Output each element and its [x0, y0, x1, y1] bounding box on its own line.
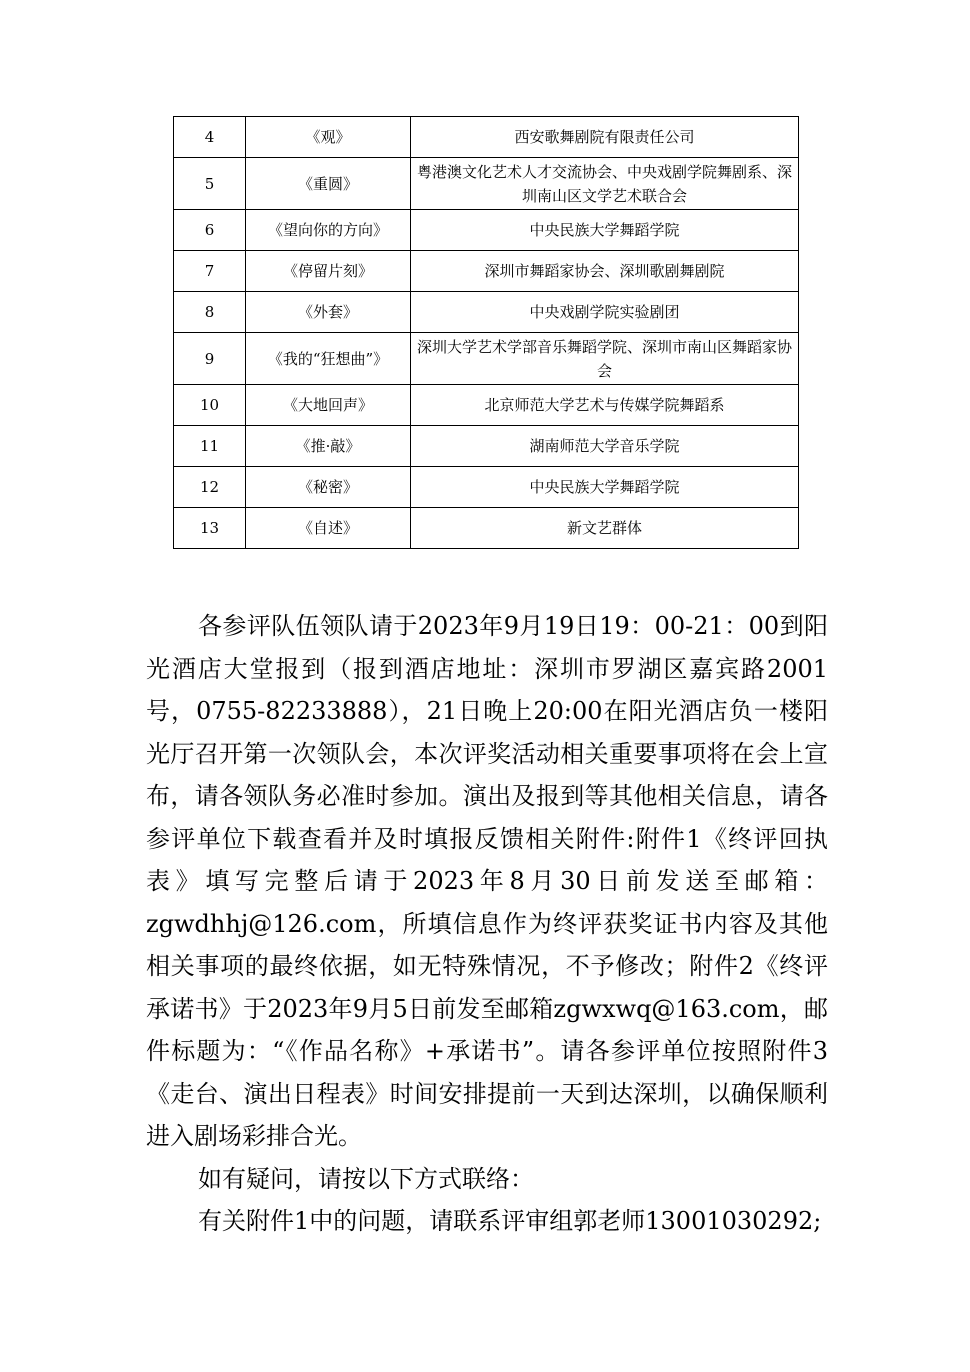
table-row — [174, 292, 799, 333]
table-row — [174, 426, 799, 467]
table-row — [174, 251, 799, 292]
organization: 中央民族大学舞蹈学院 — [411, 467, 799, 508]
paragraph-registration: 各参评队伍领队请于2023年9月19日19：00-21：00到阳光酒店大堂报到（报到酒店地址：深圳市罗湖区嘉宾路2001号，0755-82233888），21日晚上20:00在阳光酒店负一楼阳光厅召开第一次领队会，本次评奖活动相关重要事项将在会上宣布，请各领队务必准时参加。演出及报到等其他相关信息，请各参评单位下载查看并及时填报反馈相关附件:附件1《终评回执表》填写完整后请于2023年8月30日前发送至邮箱：zgwdhhj@126.com，所填信息作为终评获奖证书内容及其他相关事项的最终依据，如无特殊情况，不予修改；附件2《终评承诺书》于2023年9月5日前发至邮箱zgwxwq@163.com，邮件标题为：“《作品名称》+承诺书”。请各参评单位按照附件3《走台、演出日程表》时间安排提前一天到达深圳，以确保顺利进入剧场彩排合光。 — [146, 612, 828, 1150]
organization: 中央民族大学舞蹈学院 — [411, 210, 799, 251]
row-number: 5 — [174, 158, 246, 210]
row-number: 13 — [174, 508, 246, 549]
work-title: 《停留片刻》 — [246, 251, 411, 292]
row-number: 12 — [174, 467, 246, 508]
organization: 粤港澳文化艺术人才交流协会、中央戏剧学院舞剧系、深圳南山区文学艺术联合会 — [411, 158, 799, 210]
row-number: 6 — [174, 210, 246, 251]
organization: 中央戏剧学院实验剧团 — [411, 292, 799, 333]
work-title: 《重圆》 — [246, 158, 411, 210]
work-title: 《秘密》 — [246, 467, 411, 508]
row-number: 7 — [174, 251, 246, 292]
organization: 北京师范大学艺术与传媒学院舞蹈系 — [411, 385, 799, 426]
work-title: 《自述》 — [246, 508, 411, 549]
work-title: 《外套》 — [246, 292, 411, 333]
table-row — [174, 508, 799, 549]
row-number: 8 — [174, 292, 246, 333]
row-number: 9 — [174, 333, 246, 385]
table-row — [174, 385, 799, 426]
paragraph-contact-1: 有关附件1中的问题，请联系评审组郭老师13001030292; — [198, 1207, 822, 1235]
table-row — [174, 158, 799, 210]
table-row — [174, 467, 799, 508]
notice-body — [146, 605, 828, 1243]
work-title: 《望向你的方向》 — [246, 210, 411, 251]
organization: 深圳市舞蹈家协会、深圳歌剧舞剧院 — [411, 251, 799, 292]
work-title: 《观》 — [246, 117, 411, 158]
table-row — [174, 333, 799, 385]
row-number: 4 — [174, 117, 246, 158]
work-title: 《大地回声》 — [246, 385, 411, 426]
row-number: 11 — [174, 426, 246, 467]
organization: 湖南师范大学音乐学院 — [411, 426, 799, 467]
entries-table — [173, 116, 799, 549]
organization: 深圳大学艺术学部音乐舞蹈学院、深圳市南山区舞蹈家协会 — [411, 333, 799, 385]
organization: 西安歌舞剧院有限责任公司 — [411, 117, 799, 158]
work-title: 《推·敲》 — [246, 426, 411, 467]
table-row — [174, 210, 799, 251]
row-number: 10 — [174, 385, 246, 426]
work-title: 《我的“狂想曲”》 — [246, 333, 411, 385]
paragraph-contact-intro: 如有疑问，请按以下方式联络： — [198, 1164, 534, 1193]
organization: 新文艺群体 — [411, 508, 799, 549]
table-row — [174, 117, 799, 158]
